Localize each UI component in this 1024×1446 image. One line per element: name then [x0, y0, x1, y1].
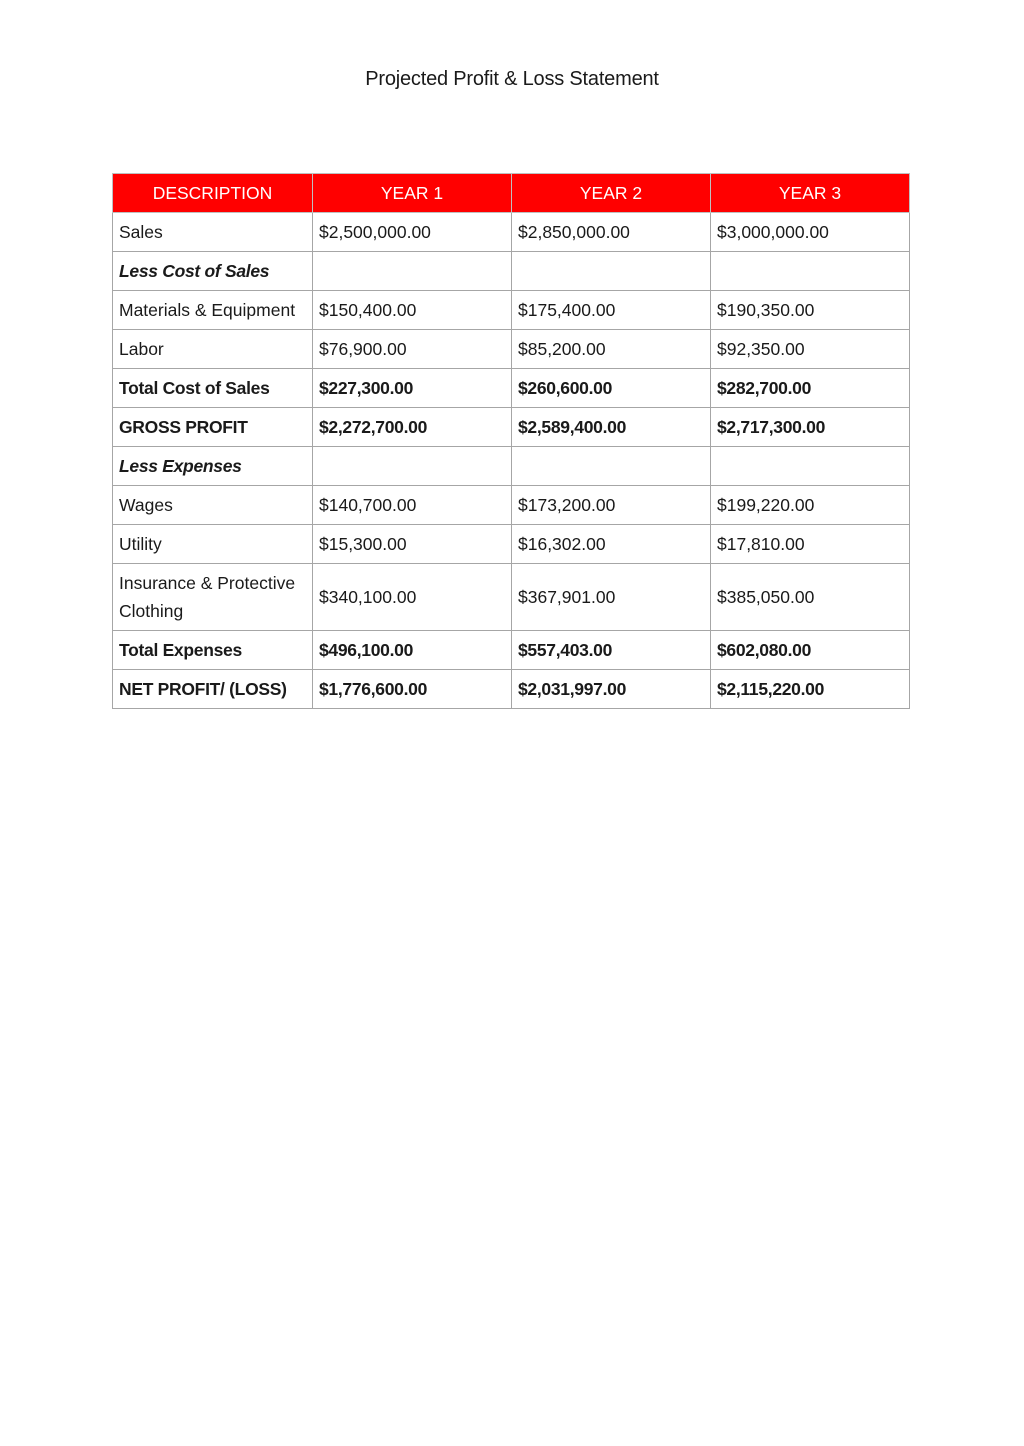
row-year-2: $367,901.00	[512, 564, 711, 631]
row-year-2: $260,600.00	[512, 369, 711, 408]
row-year-2: $2,031,997.00	[512, 670, 711, 709]
row-year-1: $76,900.00	[313, 330, 512, 369]
row-year-1: $140,700.00	[313, 486, 512, 525]
row-year-1: $2,272,700.00	[313, 408, 512, 447]
table-row-total-expenses	[113, 631, 910, 670]
row-description: Sales	[113, 213, 313, 252]
row-description: Total Expenses	[113, 631, 313, 670]
row-year-1	[313, 252, 512, 291]
row-year-2: $2,850,000.00	[512, 213, 711, 252]
row-year-2: $16,302.00	[512, 525, 711, 564]
row-description: Wages	[113, 486, 313, 525]
row-description: Total Cost of Sales	[113, 369, 313, 408]
profit-loss-table	[112, 173, 910, 709]
row-year-3: $2,115,220.00	[711, 670, 910, 709]
table-row-utility	[113, 525, 910, 564]
row-year-1: $1,776,600.00	[313, 670, 512, 709]
row-description: Labor	[113, 330, 313, 369]
table-row-materials-equipment	[113, 291, 910, 330]
row-year-1: $2,500,000.00	[313, 213, 512, 252]
table-row-net-profit	[113, 670, 910, 709]
row-year-3: $17,810.00	[711, 525, 910, 564]
row-year-1: $227,300.00	[313, 369, 512, 408]
row-year-3: $3,000,000.00	[711, 213, 910, 252]
row-year-3: $282,700.00	[711, 369, 910, 408]
row-year-2	[512, 252, 711, 291]
row-year-2: $175,400.00	[512, 291, 711, 330]
document-title: Projected Profit & Loss Statement	[365, 68, 659, 90]
row-year-2	[512, 447, 711, 486]
row-year-2: $85,200.00	[512, 330, 711, 369]
table-row-sales	[113, 213, 910, 252]
table-row-total-cost-of-sales	[113, 369, 910, 408]
row-year-3	[711, 252, 910, 291]
row-year-1: $340,100.00	[313, 564, 512, 631]
row-year-1: $496,100.00	[313, 631, 512, 670]
header-year-1: YEAR 1	[313, 174, 512, 213]
header-year-2: YEAR 2	[512, 174, 711, 213]
row-year-2: $2,589,400.00	[512, 408, 711, 447]
table-row-less-cost-of-sales	[113, 252, 910, 291]
row-year-3	[711, 447, 910, 486]
row-year-2: $173,200.00	[512, 486, 711, 525]
header-year-3: YEAR 3	[711, 174, 910, 213]
table-row-labor	[113, 330, 910, 369]
row-description: Insurance & Protective Clothing	[113, 564, 313, 631]
row-year-3: $385,050.00	[711, 564, 910, 631]
row-year-3: $199,220.00	[711, 486, 910, 525]
header-description: DESCRIPTION	[113, 174, 313, 213]
row-year-1: $15,300.00	[313, 525, 512, 564]
row-description: Less Cost of Sales	[113, 252, 313, 291]
table-header-row	[113, 174, 910, 213]
table-row-wages	[113, 486, 910, 525]
row-year-3: $92,350.00	[711, 330, 910, 369]
table-row-gross-profit	[113, 408, 910, 447]
row-year-1	[313, 447, 512, 486]
table-row-less-expenses	[113, 447, 910, 486]
table-row-insurance	[113, 564, 910, 631]
row-year-3: $602,080.00	[711, 631, 910, 670]
row-year-3: $2,717,300.00	[711, 408, 910, 447]
row-description: NET PROFIT/ (LOSS)	[113, 670, 313, 709]
row-year-3: $190,350.00	[711, 291, 910, 330]
row-year-1: $150,400.00	[313, 291, 512, 330]
row-description: Less Expenses	[113, 447, 313, 486]
row-year-2: $557,403.00	[512, 631, 711, 670]
row-description: Materials & Equipment	[113, 291, 313, 330]
row-description: GROSS PROFIT	[113, 408, 313, 447]
row-description: Utility	[113, 525, 313, 564]
